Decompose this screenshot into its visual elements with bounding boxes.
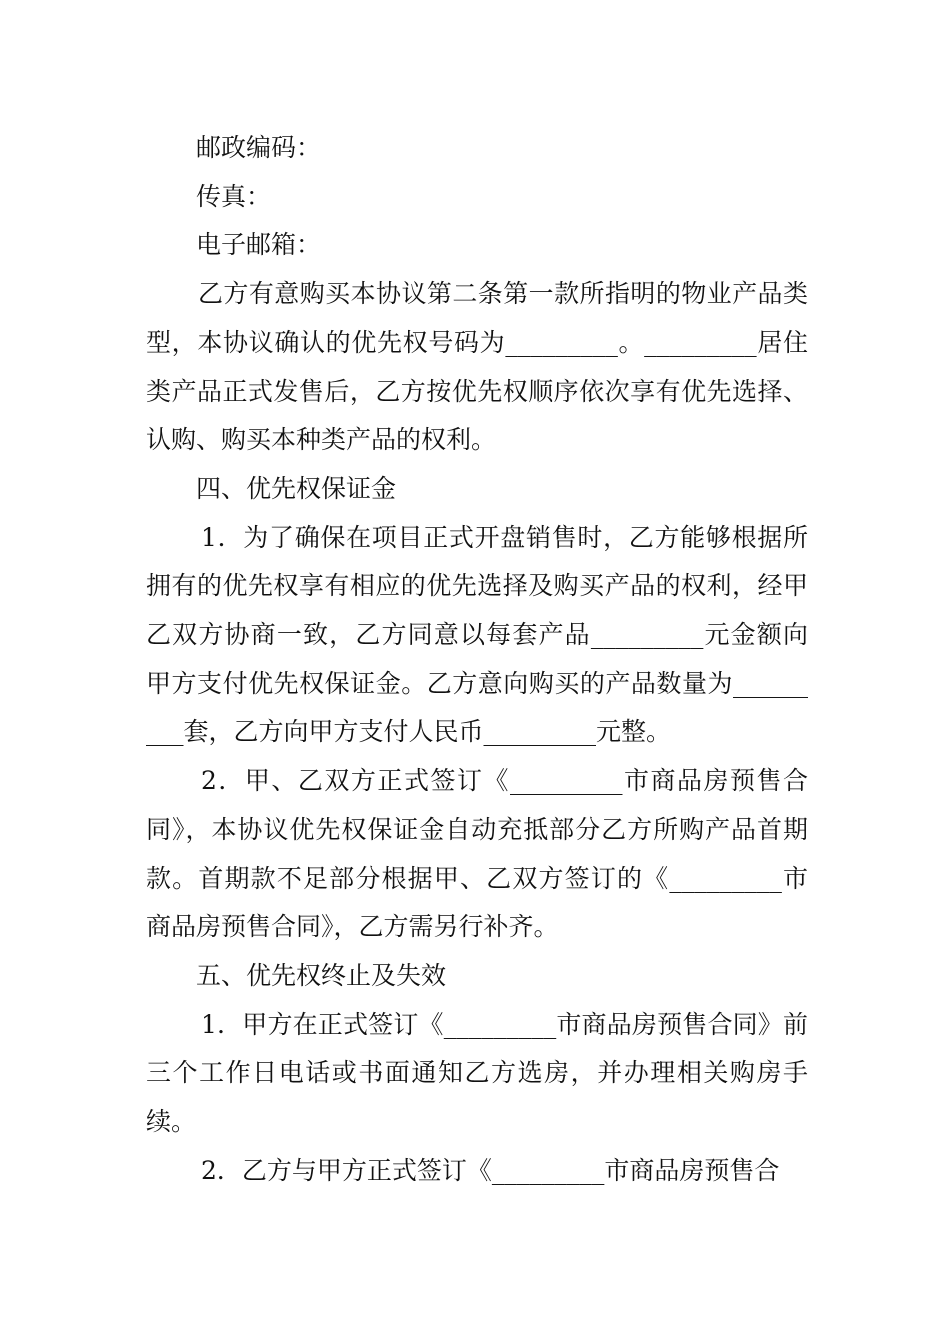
section-5-heading: 五、优先权终止及失效 [196, 960, 447, 990]
section-4-heading: 四、优先权保证金 [196, 473, 397, 503]
document-body [146, 124, 808, 1195]
fax-label: 传真： [196, 181, 272, 211]
section-4-item-1: 1．为了确保在项目正式开盘销售时，乙方能够根据所拥有的优先权享有相应的优先选择及购买产品的权利，经甲乙双方协商一致，乙方同意以每套产品_________元金额向甲方支付优先权保证金。乙方意向购买的产品数量为_________套，乙方向甲方支付人民币_________元整。 [146, 522, 808, 747]
section-4-item-2: 2．甲、乙双方正式签订《_________市商品房预售合同》，本协议优先权保证金自动充抵部分乙方所购产品首期款。首期款不足部分根据甲、乙双方签订的《_________市商品房预售合同》，乙方需另行补齐。 [146, 766, 808, 942]
section-5-item-1: 1．甲方在正式签订《_________市商品房预售合同》前三个工作日电话或书面通知乙方选房，并办理相关购房手续。 [146, 1009, 808, 1137]
postal-code-label: 邮政编码： [196, 133, 322, 162]
priority-number-paragraph: 乙方有意购买本协议第二条第一款所指明的物业产品类型，本协议确认的优先权号码为_________。_________居住类产品正式发售后，乙方按优先权顺序依次享有优先选择、认购、购买本种类产品的权利。 [146, 279, 808, 455]
email-label: 电子邮箱： [196, 230, 322, 260]
section-5-item-2: 2．乙方与甲方正式签订《_________市商品房预售合 [201, 1155, 780, 1185]
